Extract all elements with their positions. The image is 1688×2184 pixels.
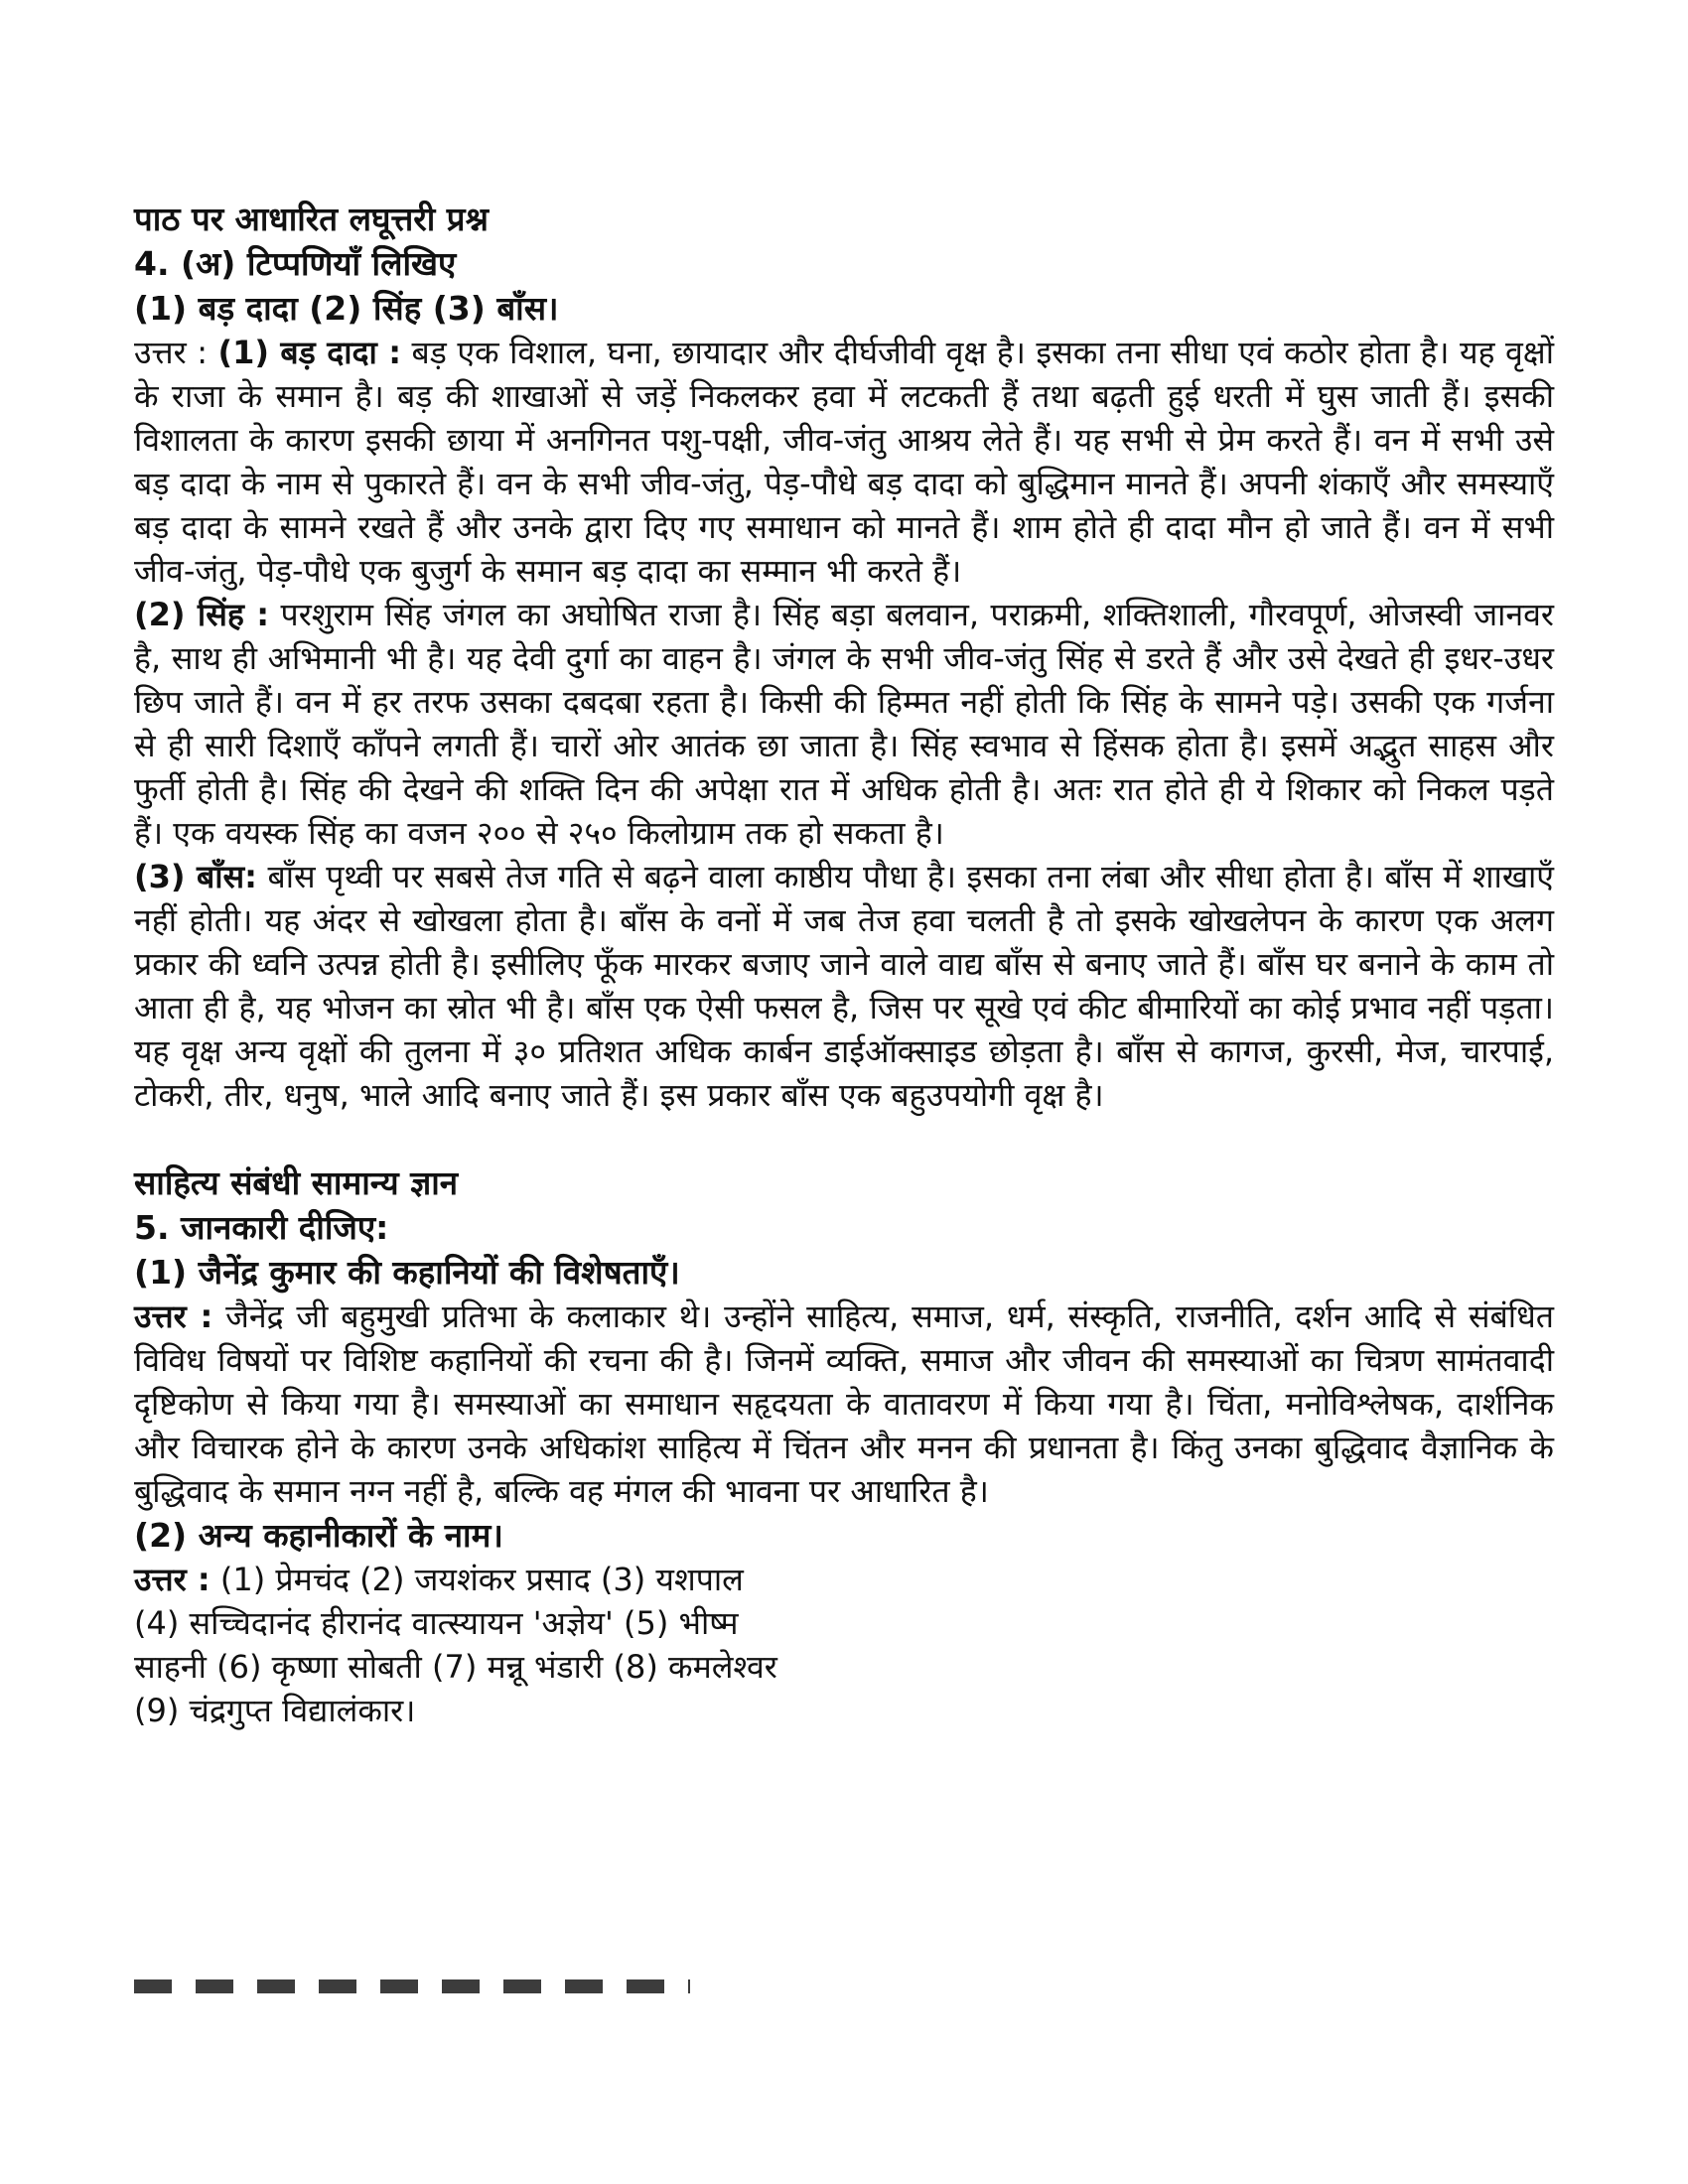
- document-content: [134, 197, 1554, 1732]
- answer-label: उत्तर :: [134, 1297, 213, 1335]
- question-topics: (1) बड़ दादा (2) सिंह (3) बाँस।: [134, 289, 559, 328]
- item-text: बड़ एक विशाल, घना, छायादार और दीर्घजीवी वृक्ष है। इसका तना सीधा एवं कठोर होता है। यह वृक्षों के राजा के समान है। बड़ की शाखाओं से जड़ें निकलकर हवा में लटकती हैं तथा बढ़ती हुई धरती में घुस जाती हैं। इसकी विशालता के कारण इसकी छाया में अनगिनत पशु-पक्षी, जीव-जंतु आश्रय लेते हैं। यह सभी से प्रेम करते हैं। वन में सभी उसे बड़ दादा के नाम से पुकारते हैं। वन के सभी जीव-जंतु, पेड़-पौधे बड़ दादा को बुद्धिमान मानते हैं। अपनी शंकाएँ और समस्याएँ बड़ दादा के सामने रखते हैं और उनके द्वारा दिए गए समाधान को मानते हैं। शाम होते ही दादा मौन हो जाते हैं। वन में सभी जीव-जंतु, पेड़-पौधे एक बुजुर्ग के समान बड़ दादा का सम्मान भी करते हैं।: [134, 334, 1554, 590]
- item-label: (3) बाँस:: [134, 858, 257, 895]
- item-text: परशुराम सिंह जंगल का अघोषित राजा है। सिंह बड़ा बलवान, पराक्रमी, शक्तिशाली, गौरवपूर्ण, ओजस्वी जानवर है, साथ ही अभिमानी भी है। यह देवी दुर्गा का वाहन है। जंगल के सभी जीव-जंतु सिंह से डरते हैं और उसे देखते ही इधर-उधर छिप जाते हैं। वन में हर तरफ उसका दबदबा रहता है। किसी की हिम्मत नहीं होती कि सिंह के सामने पड़े। उसकी एक गर्जना से ही सारी दिशाएँ काँपने लगती हैं। चारों ओर आतंक छा जाता है। सिंह स्वभाव से हिंसक होता है। इसमें अद्भुत साहस और फुर्ती होती है। सिंह की देखने की शक्ति दिन की अपेक्षा रात में अधिक होती है। अतः रात होते ही ये शिकार को निकल पड़ते हैं। एक वयस्क सिंह का वजन २०० से २५० किलोग्राम तक हो सकता है।: [134, 596, 1555, 852]
- author-line: (9) चंद्रगुप्त विद्यालंकार।: [134, 1692, 416, 1729]
- item-text: बाँस पृथ्वी पर सबसे तेज गति से बढ़ने वाला काष्ठीय पौधा है। इसका तना लंबा और सीधा होता है। बाँस में शाखाएँ नहीं होती। यह अंदर से खोखला होता है। बाँस के वनों में जब तेज हवा चलती है तो इसके खोखलेपन के कारण एक अलग प्रकार की ध्वनि उत्पन्न होती है। इसीलिए फूँक मारकर बजाए जाने वाले वाद्य बाँस से बनाए जाते हैं। बाँस घर बनाने के काम तो आता ही है, यह भोजन का स्रोत भी है। बाँस एक ऐसी फसल है, जिस पर सूखे एवं कीट बीमारियों का कोई प्रभाव नहीं पड़ता। यह वृक्ष अन्य वृक्षों की तुलना में ३० प्रतिशत अधिक कार्बन डाईऑक्साइड छोड़ता है। बाँस से कागज, कुरसी, मेज, चारपाई, टोकरी, तीर, धनुष, भाले आदि बनाए जाते हैं। इस प्रकार बाँस एक बहुउपयोगी वृक्ष है।: [134, 858, 1554, 1114]
- author-line: साहनी (6) कृष्णा सोबती (7) मन्नू भंडारी (8) कमलेश्वर: [134, 1648, 777, 1686]
- author-list: [134, 1558, 1554, 1732]
- author-line-text: (1) प्रेमचंद (2) जयशंकर प्रसाद (3) यशपाल: [219, 1561, 744, 1598]
- answer-label: उत्तर :: [134, 334, 208, 371]
- author-line: (4) सच्चिदानंद हीरानंद वात्स्यायन 'अज्ञेय' (5) भीष्म: [134, 1604, 739, 1642]
- answer-paragraph-jainendra: [134, 1295, 1554, 1513]
- answer-paragraph-baans: [134, 855, 1554, 1117]
- answer-text: जैनेंद्र जी बहुमुखी प्रतिभा के कलाकार थे। उन्होंने साहित्य, समाज, धर्म, संस्कृति, राजनीति, दर्शन आदि से संबंधित विविध विषयों पर विशिष्ट कहानियों की रचना की है। जिनमें व्यक्ति, समाज और जीवन की समस्याओं का चित्रण सामंतवादी दृष्टिकोण से किया गया है। समस्याओं का समाधान सहृदयता के वातावरण में किया गया है। चिंता, मनोविश्लेषक, दार्शनिक और विचारक होने के कारण उनके अधिकांश साहित्य में चिंतन और मनन की प्रधानता है। किंतु उनका बुद्धिवाद वैज्ञानिक के बुद्धिवाद के समान नग्न नहीं है, बल्कि वह मंगल की भावना पर आधारित है।: [134, 1297, 1555, 1510]
- answer-paragraph-bad-dada: [134, 331, 1554, 593]
- section-spacer: [134, 1117, 1554, 1160]
- answer-label: उत्तर :: [134, 1561, 211, 1598]
- item-label: (2) सिंह :: [134, 596, 270, 633]
- subquestion-title: (1) जैनेंद्र कुमार की कहानियों की विशेषताएँ।: [134, 1253, 680, 1292]
- author-line: [134, 1558, 1554, 1601]
- section-heading: पाठ पर आधारित लघूत्तरी प्रश्न: [134, 200, 489, 238]
- subquestion-title: (2) अन्य कहानीकारों के नाम।: [134, 1516, 503, 1555]
- question-title: 5. जानकारी दीजिए:: [134, 1208, 389, 1247]
- cut-off-text-line: [134, 1979, 690, 1993]
- answer-paragraph-singh: [134, 593, 1554, 855]
- item-label: (1) बड़ दादा :: [217, 334, 402, 371]
- question-title: 4. (अ) टिप्पणियाँ लिखिए: [134, 244, 457, 283]
- section-heading: साहित्य संबंधी सामान्य ज्ञान: [134, 1163, 459, 1202]
